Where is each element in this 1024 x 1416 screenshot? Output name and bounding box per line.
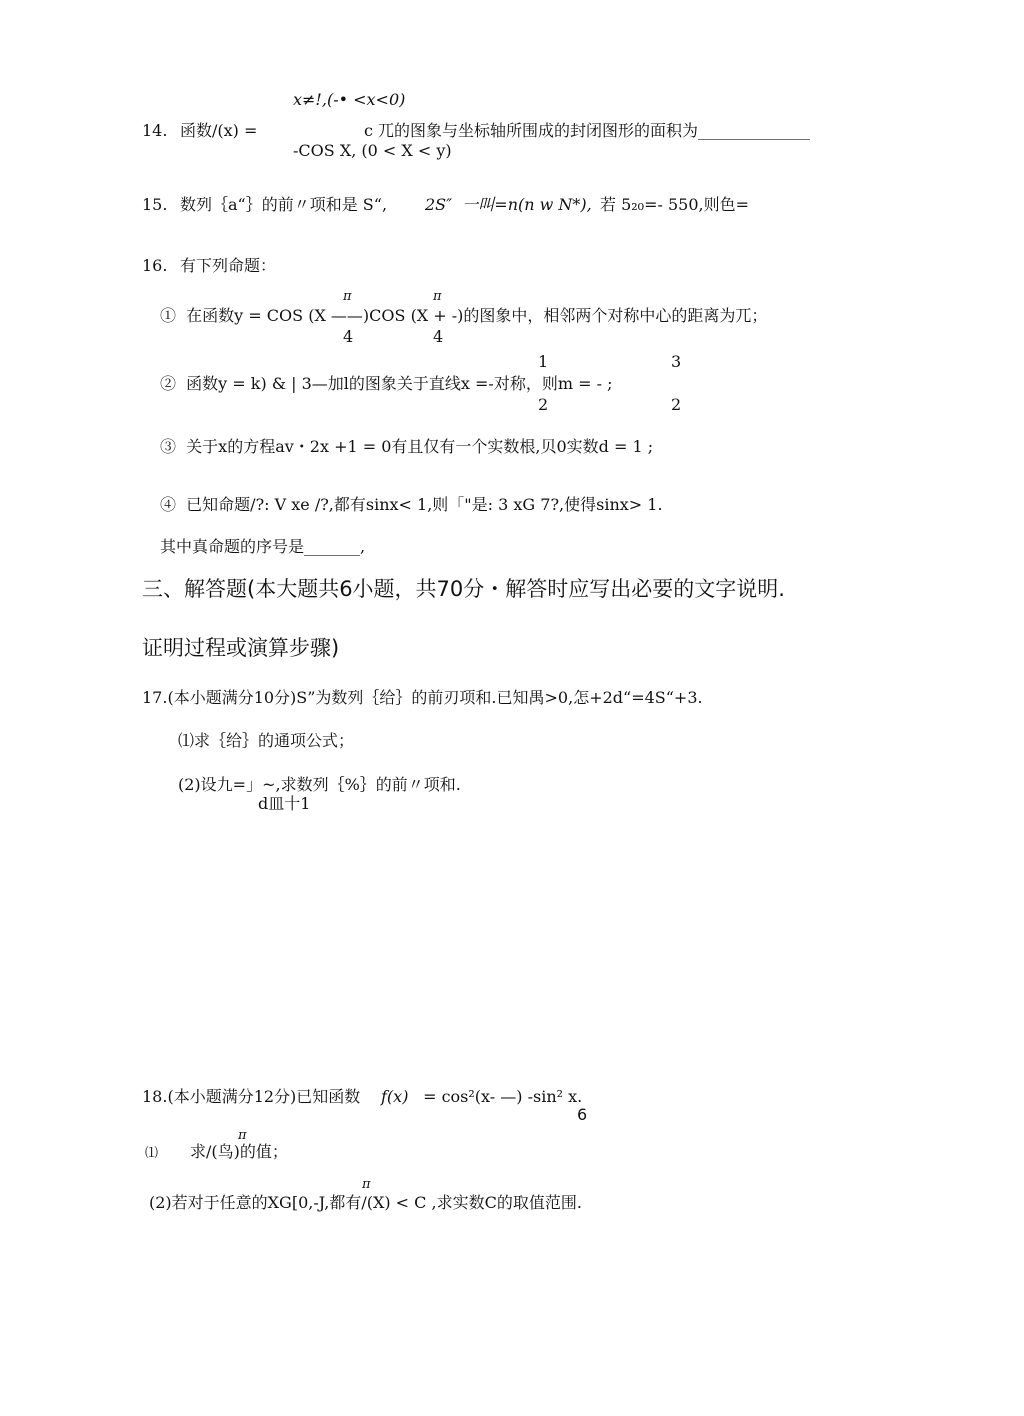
q17-part2-sub: d皿十1 xyxy=(258,794,311,813)
q16-item2-den-a: 2 xyxy=(538,395,549,414)
q18-part2-pi: π xyxy=(362,1177,371,1192)
q16-item2-num-b: 3 xyxy=(671,352,682,371)
q18-stem-fx: f(x) xyxy=(381,1087,409,1106)
q18-stem-den: 6 xyxy=(577,1105,588,1124)
q16-item2-den-b: 2 xyxy=(671,395,682,414)
q17-part2: (2)设九=」~,求数列｛%｝的前〃项和. xyxy=(178,775,461,794)
q15-text-a: 数列｛a“｝的前〃项和是 S“, xyxy=(180,195,388,214)
q14-piece-top: x≠!,(-• <x<0) xyxy=(293,90,406,109)
q18-part1-text: 求/(鸟)的值； xyxy=(190,1142,288,1161)
q16-number: 16. xyxy=(142,256,168,275)
q16-item2-num-a: 1 xyxy=(538,352,549,371)
q18-stem-a: 18.(本小题满分12分)已知函数 xyxy=(142,1087,361,1106)
q18-part1-number: ⑴ xyxy=(145,1146,159,1161)
q16-item1-pi-b: π xyxy=(433,289,442,304)
q14-text: c 兀的图象与坐标轴所围成的封闭图形的面积为______________ xyxy=(364,121,811,140)
q16-intro: 有下列命题： xyxy=(180,256,277,275)
q17-stem: 17.(本小题满分10分)S”为数列｛给｝的前刃项和.已知禺>0,怎+2d“=4S“+3. xyxy=(142,688,703,707)
q16-item2-text: ② 函数y = k) & | 3—加l的图象关于直线x =-对称，则m = - ; xyxy=(160,374,613,393)
q16-item3: ③ 关于x的方程av・2x +1 = 0有且仅有一个实数根,贝0实数d = 1 ; xyxy=(160,437,654,456)
section3-heading-line1: 三、解答题(本大题共6小题，共70分・解答时应写出必要的文字说明. xyxy=(142,577,785,601)
q16-item4: ④ 已知命题/?: V xe /?,都有sinx< 1,则「"是: 3 xG 7?,使得sinx> 1. xyxy=(160,495,663,514)
q15-text-b: 2S″ 一叫=n(n w N*), xyxy=(425,195,592,214)
q16-item1-den-a: 4 xyxy=(343,327,354,346)
q16-item1-den-b: 4 xyxy=(433,327,444,346)
q14-piece-bottom: -COS X, (0 < X < y) xyxy=(293,141,452,160)
q16-ending: 其中真命题的序号是_______, xyxy=(160,537,366,556)
section3-heading-line2: 证明过程或演算步骤) xyxy=(142,636,340,660)
q15-number: 15. xyxy=(142,195,168,214)
q18-part1-pi: π xyxy=(238,1128,247,1143)
q14-func-label: 函数/(x) = xyxy=(180,121,258,140)
q14-number: 14. xyxy=(142,121,168,140)
q16-item1-pi-a: π xyxy=(343,289,352,304)
q16-item1-text: ① 在函数y = COS (X ——)COS (X + -)的图象中，相邻两个对称中心的距离为兀； xyxy=(160,306,768,325)
q18-stem-b: = cos²(x- —) -sin² x. xyxy=(418,1087,583,1106)
q15-text-c: 若 5₂₀=- 550,则色= xyxy=(600,195,750,214)
q17-part1: ⑴求｛给｝的通项公式； xyxy=(178,731,355,750)
q18-part2-text: (2)若对于任意的XG[0,-J,都有/(X) < C ,求实数C的取值范围. xyxy=(149,1193,582,1212)
